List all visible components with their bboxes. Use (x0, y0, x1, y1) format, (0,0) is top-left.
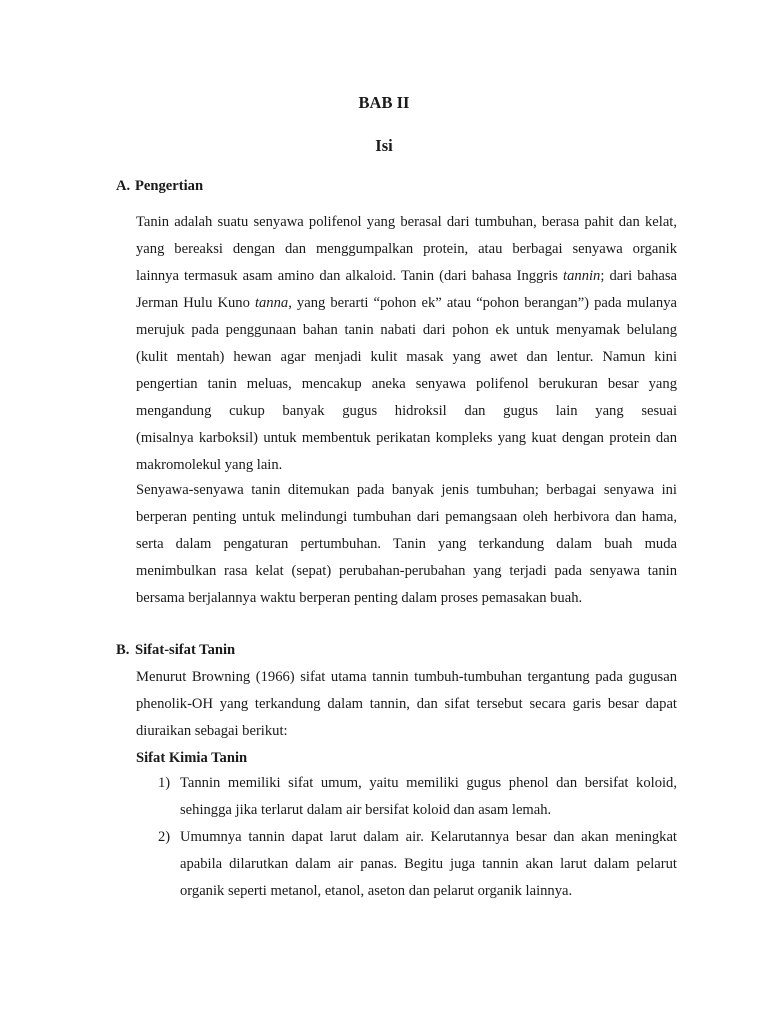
text-line: diuraikan sebagai berikut: (136, 723, 288, 739)
text-line: phenolik-OH yang terkandung dalam tannin, dan sifat tersebut secara garis besar dapat (136, 696, 677, 712)
text-line: merujuk pada penggunaan bahan tanin nabati dari pohon ek untuk menyamak belulang (136, 322, 677, 338)
text-run: lainnya termasuk asam amino dan alkaloid. Tanin (dari bahasa Inggris (136, 268, 564, 284)
italic-term: tannin (563, 268, 601, 284)
chapter-subtitle: Isi (375, 136, 393, 155)
section-title: Sifat-sifat Tanin (135, 642, 236, 658)
text-line: mengandung cukup banyak gugus hidroksil dan gugus lain yang sesuai (136, 403, 677, 419)
text-line (136, 263, 677, 290)
list-item-text (180, 824, 677, 905)
list-item (136, 824, 677, 905)
text-line: organik seperti metanol, etanol, aseton dan pelarut organik lainnya. (180, 883, 573, 899)
paragraph-pengertian-1 (136, 209, 677, 479)
list-number: 2) (158, 829, 171, 845)
text-line: Senyawa-senyawa tanin ditemukan pada banyak jenis tumbuhan; berbagai senyawa ini (136, 482, 677, 498)
subheading-sifat-kimia: Sifat Kimia Tanin (136, 750, 248, 766)
list-item (136, 770, 677, 824)
italic-term: tanna (254, 295, 289, 311)
section-heading-sifat-tanin (116, 641, 235, 659)
text-line: (kulit mentah) hewan agar menjadi kulit masak yang awet dan lentur. Namun kini (136, 349, 677, 365)
list-number: 1) (158, 775, 171, 791)
section-letter: A. (116, 178, 131, 194)
text-line: pengertian tanin meluas, mencakup aneka senyawa polifenol berukuran besar yang (136, 376, 677, 392)
text-line: (misalnya karboksil) untuk membentuk perikatan kompleks yang kuat dengan protein dan (136, 430, 677, 446)
text-line: Tannin memiliki sifat umum, yaitu memiliki gugus phenol dan bersifat koloid, (180, 775, 677, 791)
text-run: , yang berarti “pohon ek” atau “pohon berangan”) pada mulanya (288, 295, 677, 311)
section-letter: B. (116, 642, 130, 658)
text-line: yang bereaksi dengan dan menggumpalkan protein, atau berbagai senyawa organik (136, 241, 677, 257)
text-line: serta dalam pengaturan pertumbuhan. Tanin yang terkandung dalam buah muda (136, 536, 677, 552)
text-line: menimbulkan rasa kelat (sepat) perubahan-perubahan yang terjadi pada senyawa tanin (136, 563, 677, 579)
text-line: Tanin adalah suatu senyawa polifenol yang berasal dari tumbuhan, berasa pahit dan kelat, (136, 214, 677, 230)
text-line: berperan penting untuk melindungi tumbuhan dari pemangsaan oleh herbivora dan hama, (136, 509, 677, 525)
text-line: sehingga jika terlarut dalam air bersifat koloid dan asam lemah. (180, 802, 552, 818)
paragraph-sifat-tanin (136, 664, 677, 745)
text-run: Jerman Hulu Kuno (136, 295, 255, 311)
numbered-list-sifat-kimia (136, 770, 677, 905)
text-line: Umumnya tannin dapat larut dalam air. Kelarutannya besar dan akan meningkat (180, 829, 677, 845)
section-heading-pengertian (116, 177, 203, 195)
list-item-text (180, 770, 677, 824)
text-line: makromolekul yang lain. (136, 457, 283, 473)
text-line: Menurut Browning (1966) sifat utama tannin tumbuh-tumbuhan tergantung pada gugusan (136, 669, 677, 685)
text-line: apabila dilarutkan dalam air panas. Begitu juga tannin akan larut dalam pelarut (180, 856, 677, 872)
text-run: ; dari bahasa (600, 268, 677, 284)
text-line (136, 290, 677, 317)
text-line: bersama berjalannya waktu berperan penting dalam proses pemasakan buah. (136, 590, 583, 606)
section-title: Pengertian (135, 178, 204, 194)
paragraph-pengertian-2 (136, 477, 677, 612)
chapter-title: BAB II (358, 93, 410, 112)
